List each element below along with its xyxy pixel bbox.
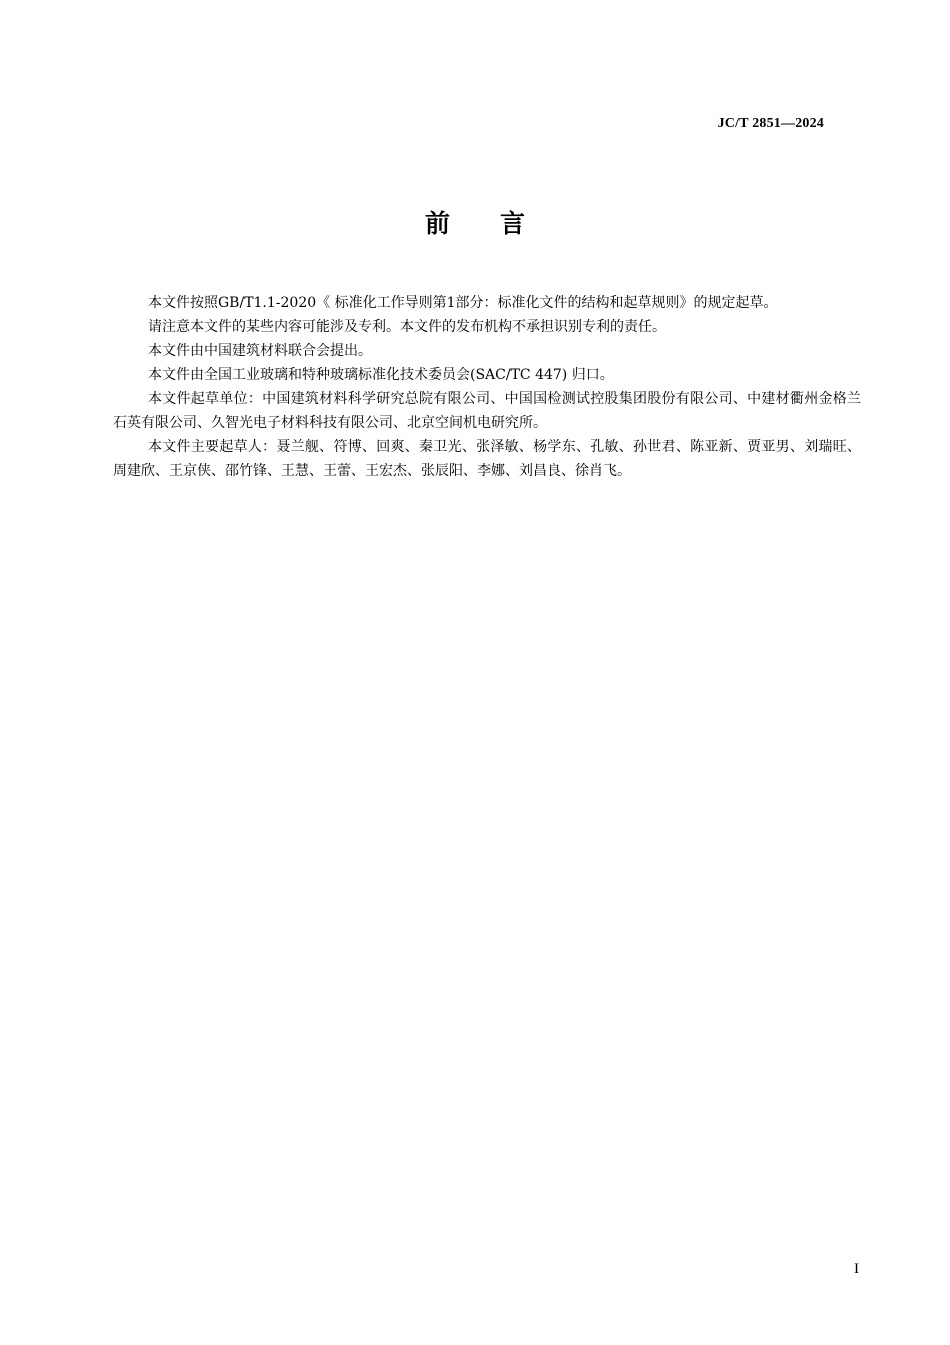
paragraph-proposer: 本文件由中国建筑材料联合会提出。 bbox=[148, 343, 372, 359]
title-char-2: 言 bbox=[500, 209, 526, 238]
page-title bbox=[0, 204, 950, 240]
paragraph-drafters: 本文件主要起草人：聂兰舰、符博、回爽、秦卫光、张泽敏、杨学东、孔敏、孙世君、陈亚新、贾亚男、刘瑞旺、周建欣、王京侠、邵竹锋、王慧、王蕾、王宏杰、张辰阳、李娜、刘昌良、徐肖飞。 bbox=[113, 439, 861, 479]
paragraph-committee: 本文件由全国工业玻璃和特种玻璃标准化技术委员会(SAC/TC 447) 归口。 bbox=[148, 367, 614, 383]
document-number: JC/T 2851—2024 bbox=[717, 116, 824, 131]
foreword-body bbox=[113, 291, 861, 483]
title-char-1: 前 bbox=[424, 209, 450, 238]
page-number: I bbox=[854, 1261, 859, 1277]
paragraph-patent-notice: 请注意本文件的某些内容可能涉及专利。本文件的发布机构不承担识别专利的责任。 bbox=[148, 319, 666, 335]
paragraph-drafting-rules: 本文件按照GB/T1.1-2020《 标准化工作导则第1部分：标准化文件的结构和起草规则》的规定起草。 bbox=[148, 295, 778, 311]
paragraph-drafting-units: 本文件起草单位：中国建筑材料科学研究总院有限公司、中国国检测试控股集团股份有限公司、中建材衢州金格兰石英有限公司、久智光电子材料科技有限公司、北京空间机电研究所。 bbox=[113, 391, 861, 431]
